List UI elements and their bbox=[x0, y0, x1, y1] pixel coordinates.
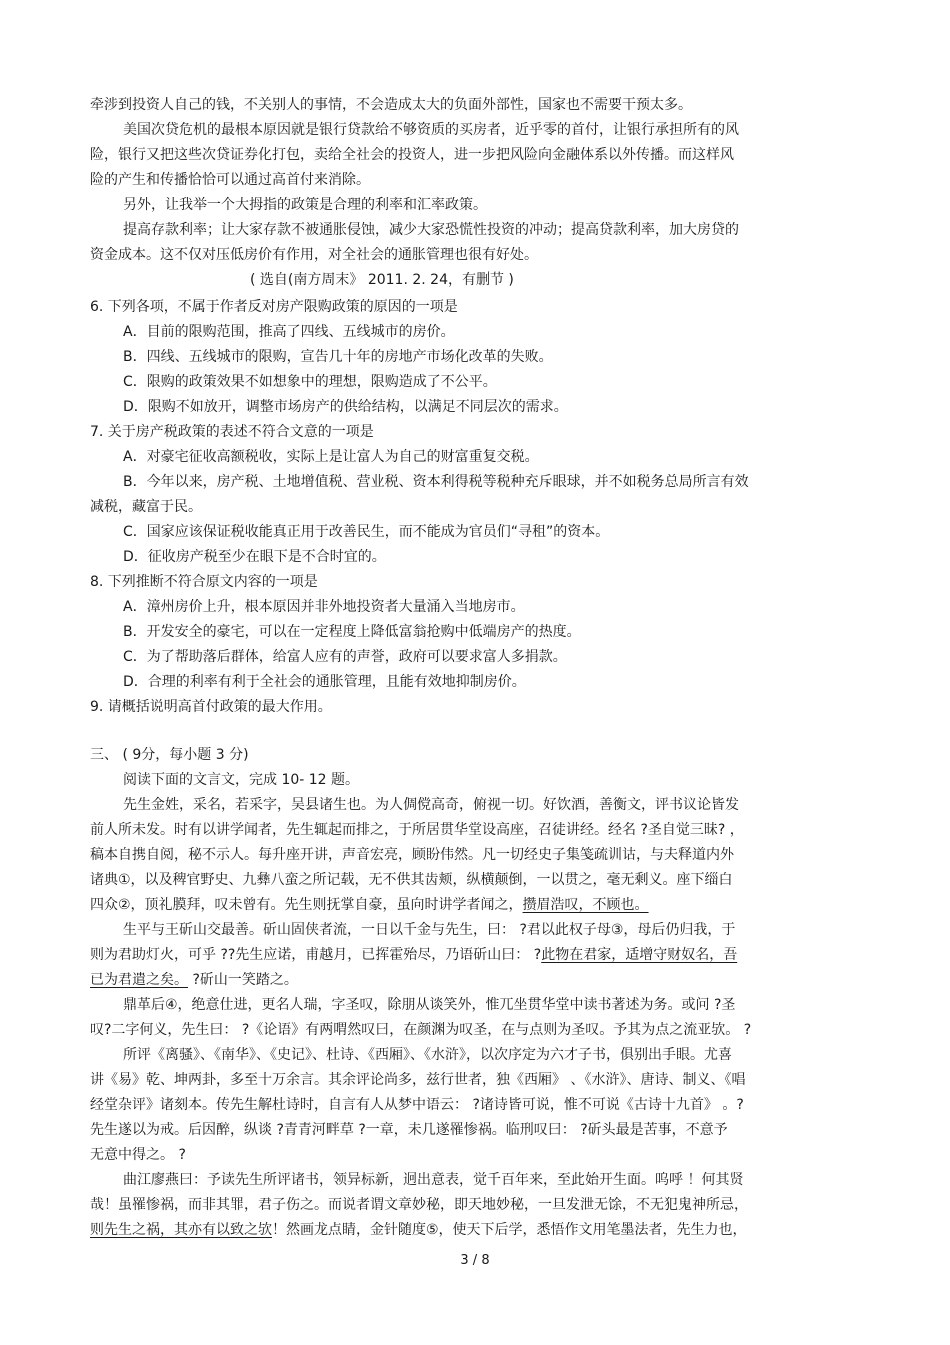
underlined-sentence: 攒眉浩叹，不顾也。 bbox=[522, 897, 649, 913]
question-option: D．征收房产税至少在眼下是不合时宜的。 bbox=[123, 549, 386, 565]
question-stem: 7. 关于房产税政策的表述不符合文意的一项是 bbox=[90, 424, 374, 440]
question-option: B．开发安全的豪宅，可以在一定程度上降低富翁抢购中低端房产的热度。 bbox=[123, 624, 581, 640]
classical-line: 经堂杂评》诸刻本。传先生解杜诗时，自言有人从梦中语云： ?诸诗皆可说，惟不可说《古诗十九首》 。? bbox=[90, 1097, 744, 1113]
passage-line: 险的产生和传播恰恰可以通过高首付来消除。 bbox=[90, 172, 370, 188]
question-option: D．合理的利率有利于全社会的通胀管理，且能有效地抑制房价。 bbox=[123, 674, 526, 690]
classical-text: ！然画龙点睛，金针随度⑤，使天下后学，悉悟作文用笔墨法者，先生力也， bbox=[272, 1222, 747, 1238]
question-option: A．对豪宅征收高额税收，实际上是让富人为自己的财富重复交税。 bbox=[123, 449, 539, 465]
passage-line: 提高存款利率；让大家存款不被通胀侵蚀，减少大家恐慌性投资的冲动；提高贷款利率，加大房贷的 bbox=[123, 222, 739, 238]
classical-line: 所评《离骚》、《南华》、《史记》、杜诗、《西厢》、《水浒》，以次序定为六才子书，俱别出手眼。尤喜 bbox=[123, 1047, 732, 1063]
classical-line bbox=[90, 895, 870, 915]
underlined-sentence: 则先生之祸，其亦有以致之欤 bbox=[90, 1222, 272, 1238]
question-stem: 6. 下列各项，不属于作者反对房产限购政策的原因的一项是 bbox=[90, 299, 458, 315]
source-note: ( 选自(南方周末》 2011. 2. 24，有删节 ) bbox=[250, 272, 514, 288]
classical-text: ?斫山一笑踏之。 bbox=[188, 972, 298, 988]
passage-line: 险，银行又把这些次贷证券化打包，卖给全社会的投资人，进一步把风险向金融体系以外传播。而这样风 bbox=[90, 147, 734, 163]
passage-line: 牵涉到投资人自己的钱，不关别人的事情，不会造成太大的负面外部性，国家也不需要干预太多。 bbox=[90, 97, 692, 113]
question-option: B．四线、五线城市的限购，宣告几十年的房地产市场化改革的失败。 bbox=[123, 349, 553, 365]
classical-line: 生平与王斫山交最善。斫山固侠者流，一日以千金与先生，曰： ?君以此权子母③，母后仍归我，于 bbox=[123, 922, 736, 938]
classical-text: 四众②，顶礼膜拜，叹未曾有。先生则抚掌自豪，虽向时讲学者闻之， bbox=[90, 897, 523, 913]
classical-line: 无意中得之。 ? bbox=[90, 1147, 186, 1163]
classical-line bbox=[90, 970, 870, 990]
classical-line: 前人所未发。时有以讲学闻者，先生辄起而排之，于所居贯华堂设高座，召徒讲经。经名 ?圣自觉三昧? ， bbox=[90, 822, 744, 838]
classical-line: 鼎革后④，绝意仕进，更名人瑞，字圣叹，除朋从谈笑外，惟兀坐贯华堂中读书著述为务。或问 ?圣 bbox=[123, 997, 736, 1013]
underlined-sentence: 此物在君家，适增守财奴名，吾 bbox=[541, 947, 738, 963]
classical-line: 先生遂以为戒。后因醉，纵谈 ?青青河畔草 ?一章，未几遂罹惨祸。临刑叹曰： ?斫头最是苦事，不意予 bbox=[90, 1122, 728, 1138]
classical-line: 讲《易》乾、坤两卦，多至十万余言。其余评论尚多，兹行世者，独《西厢》 、《水浒》、唐诗、制义、《唱 bbox=[90, 1072, 746, 1088]
classical-line: 叹?二字何义，先生曰： ?《论语》有两喟然叹曰，在颜渊为叹圣，在与点则为圣叹。予其为点之流亚欤。 ? bbox=[90, 1022, 752, 1038]
question-option: A．目前的限购范围，推高了四线、五线城市的房价。 bbox=[123, 324, 455, 340]
classical-line: 曲江廖燕曰：予读先生所评诸书，领异标新，迥出意表，觉千百年来，至此始开生面。呜呼 ！何其贤 bbox=[123, 1172, 744, 1188]
classical-line: 诸典①，以及稗官野史、九彝八蛮之所记载，无不供其齿颊，纵横颠倒，一以贯之，毫无剩义。座下缁白 bbox=[90, 872, 733, 888]
question-stem: 9. 请概括说明高首付政策的最大作用。 bbox=[90, 699, 332, 715]
question-option: B．今年以来，房产税、土地增值税、营业税、资本利得税等税种充斥眼球，并不如税务总局所言有效 bbox=[123, 474, 749, 490]
question-option: C．为了帮助落后群体，给富人应有的声誉，政府可以要求富人多捐款。 bbox=[123, 649, 567, 665]
classical-line bbox=[90, 945, 870, 965]
question-option: A．漳州房价上升，根本原因并非外地投资者大量涌入当地房市。 bbox=[123, 599, 525, 615]
page-number: 3 / 8 bbox=[460, 1253, 490, 1268]
classical-text: 则为君助灯火，可乎 ??先生应诺，甫越月，已挥霍殆尽，乃语斫山曰： ? bbox=[90, 947, 542, 963]
classical-line: 稿本自携自阅，秘不示人。每升座开讲，声音宏亮，顾盼伟然。凡一切经史子集笺疏训诂，与夫释道内外 bbox=[90, 847, 734, 863]
question-option-continued: 减税，藏富于民。 bbox=[90, 499, 202, 515]
underlined-sentence: 已为君遣之矣。 bbox=[90, 972, 188, 988]
section-heading: 三、 ( 9分，每小题 3 分) bbox=[90, 747, 249, 763]
question-option: D．限购不如放开，调整市场房产的供给结构，以满足不同层次的需求。 bbox=[123, 399, 568, 415]
classical-line bbox=[90, 1220, 870, 1240]
question-option: C．限购的政策效果不如想象中的理想，限购造成了不公平。 bbox=[123, 374, 497, 390]
question-option: C．国家应该保证税收能真正用于改善民生，而不能成为官员们“寻租”的资本。 bbox=[123, 524, 610, 540]
passage-line: 另外，让我举一个大拇指的政策是合理的利率和汇率政策。 bbox=[123, 197, 487, 213]
classical-line: 哉！虽罹惨祸，而非其罪，君子伤之。而说者谓文章妙秘，即天地妙秘，一旦发泄无馀，不无犯鬼神所忌， bbox=[90, 1197, 748, 1213]
passage-line: 美国次贷危机的最根本原因就是银行贷款给不够资质的买房者，近乎零的首付，让银行承担所有的风 bbox=[123, 122, 739, 138]
question-stem: 8. 下列推断不符合原文内容的一项是 bbox=[90, 574, 318, 590]
classical-line: 先生金姓，采名，若采字，吴县诸生也。为人倜傥高奇，俯视一切。好饮酒，善衡文，评书议论皆发 bbox=[123, 797, 739, 813]
section-instruction: 阅读下面的文言文，完成 10- 12 题。 bbox=[123, 772, 360, 788]
passage-line: 资金成本。这不仅对压低房价有作用，对全社会的通胀管理也很有好处。 bbox=[90, 247, 538, 263]
